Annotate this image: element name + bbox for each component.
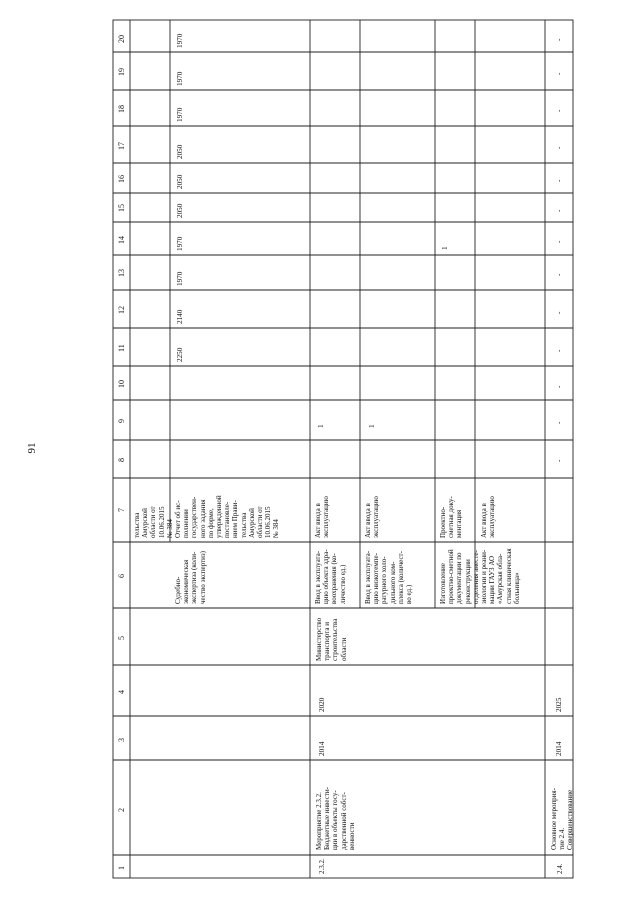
row-232-year-end: 2020	[318, 697, 326, 712]
row-232-sub3-document: Проектно- сметная доку- ментация	[439, 496, 464, 538]
cell-value-c12: 2140	[176, 309, 184, 324]
row-24-dash-c18: -	[555, 109, 563, 112]
row-232-sub1-indicator: Ввод в эксплуата- цию объекта здра- воохранения (ко- личество ед.)	[314, 549, 347, 604]
row-232-number: 2.3.2.	[318, 858, 326, 874]
row-24-year-start: 2014	[555, 741, 563, 756]
header-col-20: 20	[117, 35, 126, 43]
row-24-dash-c20: -	[555, 38, 563, 41]
row-24-year-end: 2025	[555, 697, 563, 712]
row-232-sub2-document: Акт ввода в эксплуатацию	[364, 496, 381, 538]
header-col-18: 18	[117, 105, 126, 113]
row-232-sub3-indicator: Изготовление проектно-сметной документации по реконструкции отделения анесте- зиологии и реани- мации ГАУЗ АО «Амурская обла- стная клиническая больница»	[439, 548, 521, 604]
row-24-dash-c15: -	[555, 209, 563, 212]
cell-value-c19: 1970	[176, 71, 184, 86]
cell-expertise-indicator: Судебно- экономическая экспертиза (коли- чество экспертиз)	[174, 551, 207, 604]
header-col-2: 2	[117, 808, 126, 812]
header-col-16: 16	[117, 175, 126, 183]
row-24-dash-c8: -	[555, 459, 563, 462]
row-24-dash-c11: -	[555, 349, 563, 352]
cell-value-c13: 1970	[176, 271, 184, 286]
cell-value-c20: 1970	[176, 33, 184, 48]
row-24-dash-c10: -	[555, 385, 563, 388]
header-col-6: 6	[117, 574, 126, 578]
header-col-5: 5	[117, 636, 126, 640]
header-col-15: 15	[117, 204, 126, 212]
row-232-sub3-c14: 1	[441, 246, 449, 250]
cell-value-c18: 1970	[176, 107, 184, 122]
row-232-executor: Министерство транспорта и строительства области	[315, 617, 348, 661]
row-232-sub4-document: Акт ввода в эксплуатацию	[480, 496, 497, 538]
row-232-name: Мероприятие 2.3.2. Бюджетные инвести- ции в объекты госу- дарственной собст- венности	[315, 787, 356, 850]
page-number: 91	[26, 442, 38, 454]
row-24-dash-c17: -	[555, 146, 563, 149]
cell-value-c16: 2050	[176, 174, 184, 189]
header-col-14: 14	[117, 236, 126, 244]
header-col-10: 10	[117, 380, 126, 388]
row-24-dash-c13: -	[555, 273, 563, 276]
header-col-9: 9	[117, 419, 126, 423]
header-col-7: 7	[117, 508, 126, 512]
header-col-13: 13	[117, 269, 126, 277]
header-col-19: 19	[117, 68, 126, 76]
row-24-dash-c12: -	[555, 311, 563, 314]
header-col-12: 12	[117, 306, 126, 314]
cell-col7-continuation: тельства Амурской области от 10.06.2015 № 384	[133, 506, 174, 538]
header-col-3: 3	[117, 738, 126, 742]
row-24-name: Основное мероприя- тие 2.4. Совершенствование	[550, 788, 575, 850]
cell-value-c14: 1970	[176, 236, 184, 251]
row-24-number: 2.4.	[556, 863, 564, 874]
row-232-sub2-c9: 1	[368, 424, 376, 428]
header-col-8: 8	[117, 458, 126, 462]
header-col-4: 4	[117, 690, 126, 694]
row-232-sub2-indicator: Ввод в эксплуата- цию низкотемпе- ратурного холо- дильного ком- плекса (количест- во ед.)	[364, 550, 414, 604]
row-24-dash-c9: -	[555, 421, 563, 424]
header-col-17: 17	[117, 142, 126, 150]
cell-value-c15: 2050	[176, 203, 184, 218]
row-24-dash-c16: -	[555, 179, 563, 182]
header-col-11: 11	[117, 344, 126, 352]
cell-value-c17: 2050	[176, 144, 184, 159]
cell-report-document: Отчет об ис- полнении государствен- ного задания по форме, утвержденной постановле- нием Прави- тельства Амурской области от 10.06.2015 № 384	[174, 495, 281, 538]
row-24-dash-c14: -	[555, 240, 563, 243]
header-col-1: 1	[117, 866, 126, 870]
row-232-year-start: 2014	[318, 741, 326, 756]
row-232-sub1-c9: 1	[317, 424, 325, 428]
row-24-dash-c19: -	[555, 72, 563, 75]
row-232-sub1-document: Акт ввода в эксплуатацию	[314, 496, 331, 538]
cell-value-c11: 2250	[176, 347, 184, 362]
